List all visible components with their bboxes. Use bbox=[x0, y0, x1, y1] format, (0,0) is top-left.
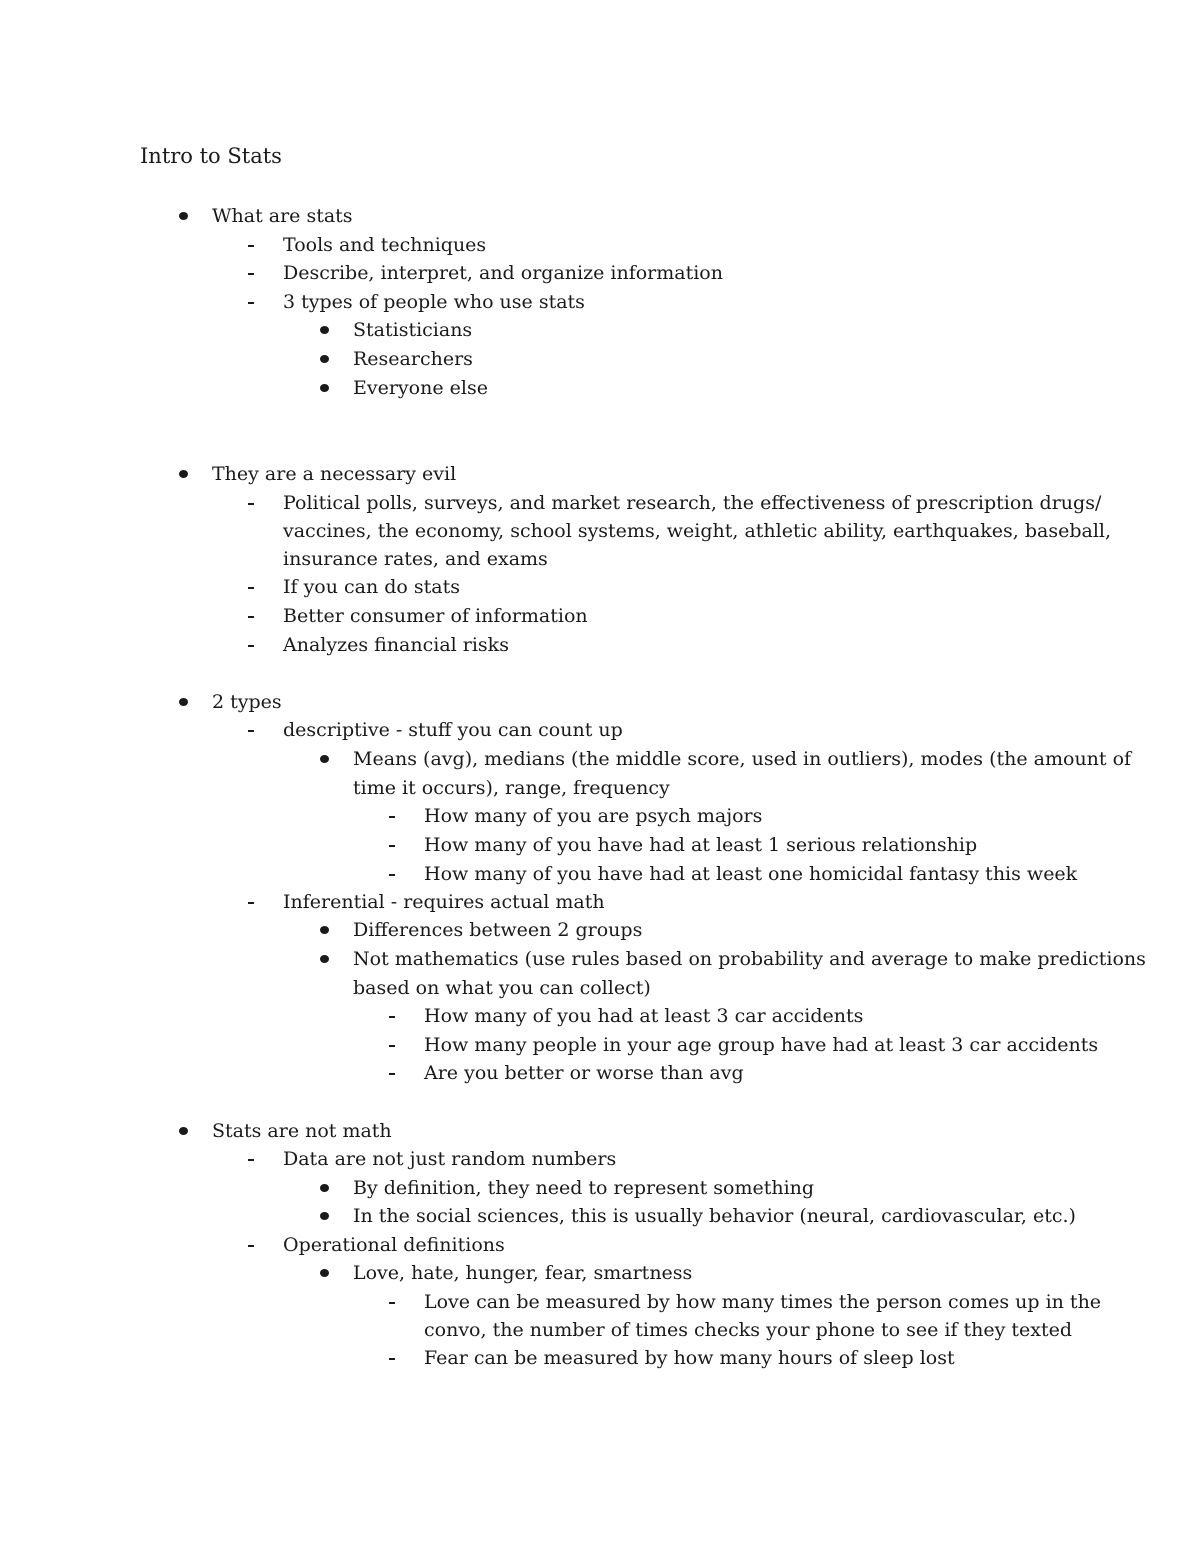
bullet-dot-icon bbox=[320, 1269, 329, 1277]
bullet-dash-icon bbox=[248, 1159, 254, 1161]
bullet-dot-icon bbox=[320, 1184, 329, 1192]
bullet-dash-icon bbox=[389, 1302, 395, 1304]
outline-item-text: Are you better or worse than avg bbox=[424, 1062, 744, 1084]
outline-item-text: In the social sciences, this is usually behavior (neural, cardiovascular, etc.) bbox=[353, 1205, 1076, 1227]
bullet-dot-icon bbox=[320, 926, 329, 934]
outline-item-text: If you can do stats bbox=[283, 576, 461, 598]
bullet-dot-icon bbox=[179, 1127, 188, 1135]
bullet-dash-icon bbox=[389, 1045, 395, 1047]
bullet-dash-icon bbox=[248, 245, 254, 247]
outline-item-text: Everyone else bbox=[353, 377, 488, 399]
bullet-dash-icon bbox=[248, 302, 254, 304]
outline-item-text: Describe, interpret, and organize information bbox=[283, 262, 723, 284]
bullet-dash-icon bbox=[248, 1245, 254, 1247]
outline-item-text: Political polls, surveys, and market research, the effectiveness of prescription drugs/ bbox=[283, 492, 1102, 514]
bullet-dot-icon bbox=[320, 326, 329, 334]
bullet-dash-icon bbox=[248, 587, 254, 589]
bullet-dash-icon bbox=[248, 730, 254, 732]
bullet-dot-icon bbox=[320, 1212, 329, 1220]
bullet-dot-icon bbox=[179, 212, 188, 220]
bullet-dot-icon bbox=[179, 698, 188, 706]
outline-item-text: How many of you have had at least 1 serious relationship bbox=[424, 834, 978, 856]
outline-item-text: Stats are not math bbox=[212, 1120, 392, 1142]
outline-item-text: descriptive - stuff you can count up bbox=[283, 719, 623, 741]
bullet-dash-icon bbox=[248, 273, 254, 275]
outline-item-text: 3 types of people who use stats bbox=[283, 291, 585, 313]
outline-item-text: Differences between 2 groups bbox=[353, 919, 643, 941]
bullet-dot-icon bbox=[320, 755, 329, 763]
outline-item-text: Analyzes financial risks bbox=[283, 634, 509, 656]
outline-item-text: What are stats bbox=[212, 205, 353, 227]
bullet-dash-icon bbox=[389, 1358, 395, 1360]
outline-item-text: Not mathematics (use rules based on probability and average to make predictions bbox=[353, 948, 1146, 970]
document-title: Intro to Stats bbox=[140, 144, 282, 168]
outline-item-text: 2 types bbox=[212, 691, 282, 713]
outline-item-text: By definition, they need to represent something bbox=[353, 1177, 815, 1199]
outline-item-text: Love, hate, hunger, fear, smartness bbox=[353, 1262, 693, 1284]
outline-item-text: Better consumer of information bbox=[283, 605, 588, 627]
outline-item-text: Fear can be measured by how many hours of sleep lost bbox=[424, 1347, 955, 1369]
outline-item-text: insurance rates, and exams bbox=[283, 548, 548, 570]
bullet-dash-icon bbox=[389, 874, 395, 876]
outline-item-text: convo, the number of times checks your phone to see if they texted bbox=[424, 1319, 1073, 1341]
outline-item-text: Inferential - requires actual math bbox=[283, 891, 605, 913]
bullet-dot-icon bbox=[320, 955, 329, 963]
outline-item-text: How many of you had at least 3 car accidents bbox=[424, 1005, 864, 1027]
bullet-dash-icon bbox=[389, 1016, 395, 1018]
outline-item-text: vaccines, the economy, school systems, weight, athletic ability, earthquakes, baseball, bbox=[283, 520, 1112, 542]
bullet-dot-icon bbox=[320, 355, 329, 363]
outline-item-text: Operational definitions bbox=[283, 1234, 505, 1256]
outline-item-text: Love can be measured by how many times the person comes up in the bbox=[424, 1291, 1102, 1313]
bullet-dash-icon bbox=[248, 645, 254, 647]
outline-item-text: time it occurs), range, frequency bbox=[353, 777, 670, 799]
bullet-dash-icon bbox=[248, 616, 254, 618]
outline-item-text: How many of you are psych majors bbox=[424, 805, 763, 827]
outline-item-text: Statisticians bbox=[353, 319, 473, 341]
bullet-dash-icon bbox=[248, 902, 254, 904]
outline-item-text: How many of you have had at least one homicidal fantasy this week bbox=[424, 863, 1078, 885]
bullet-dot-icon bbox=[320, 384, 329, 392]
bullet-dash-icon bbox=[248, 503, 254, 505]
outline-item-text: Means (avg), medians (the middle score, used in outliers), modes (the amount of bbox=[353, 748, 1132, 770]
outline-item-text: Data are not just random numbers bbox=[283, 1148, 617, 1170]
outline-item-text: Researchers bbox=[353, 348, 473, 370]
bullet-dash-icon bbox=[389, 845, 395, 847]
outline-item-text: How many people in your age group have had at least 3 car accidents bbox=[424, 1034, 1099, 1056]
outline-item-text: Tools and techniques bbox=[283, 234, 487, 256]
bullet-dash-icon bbox=[389, 816, 395, 818]
outline-item-text: They are a necessary evil bbox=[212, 463, 457, 485]
bullet-dot-icon bbox=[179, 470, 188, 478]
outline-item-text: based on what you can collect) bbox=[353, 977, 651, 999]
bullet-dash-icon bbox=[389, 1073, 395, 1075]
